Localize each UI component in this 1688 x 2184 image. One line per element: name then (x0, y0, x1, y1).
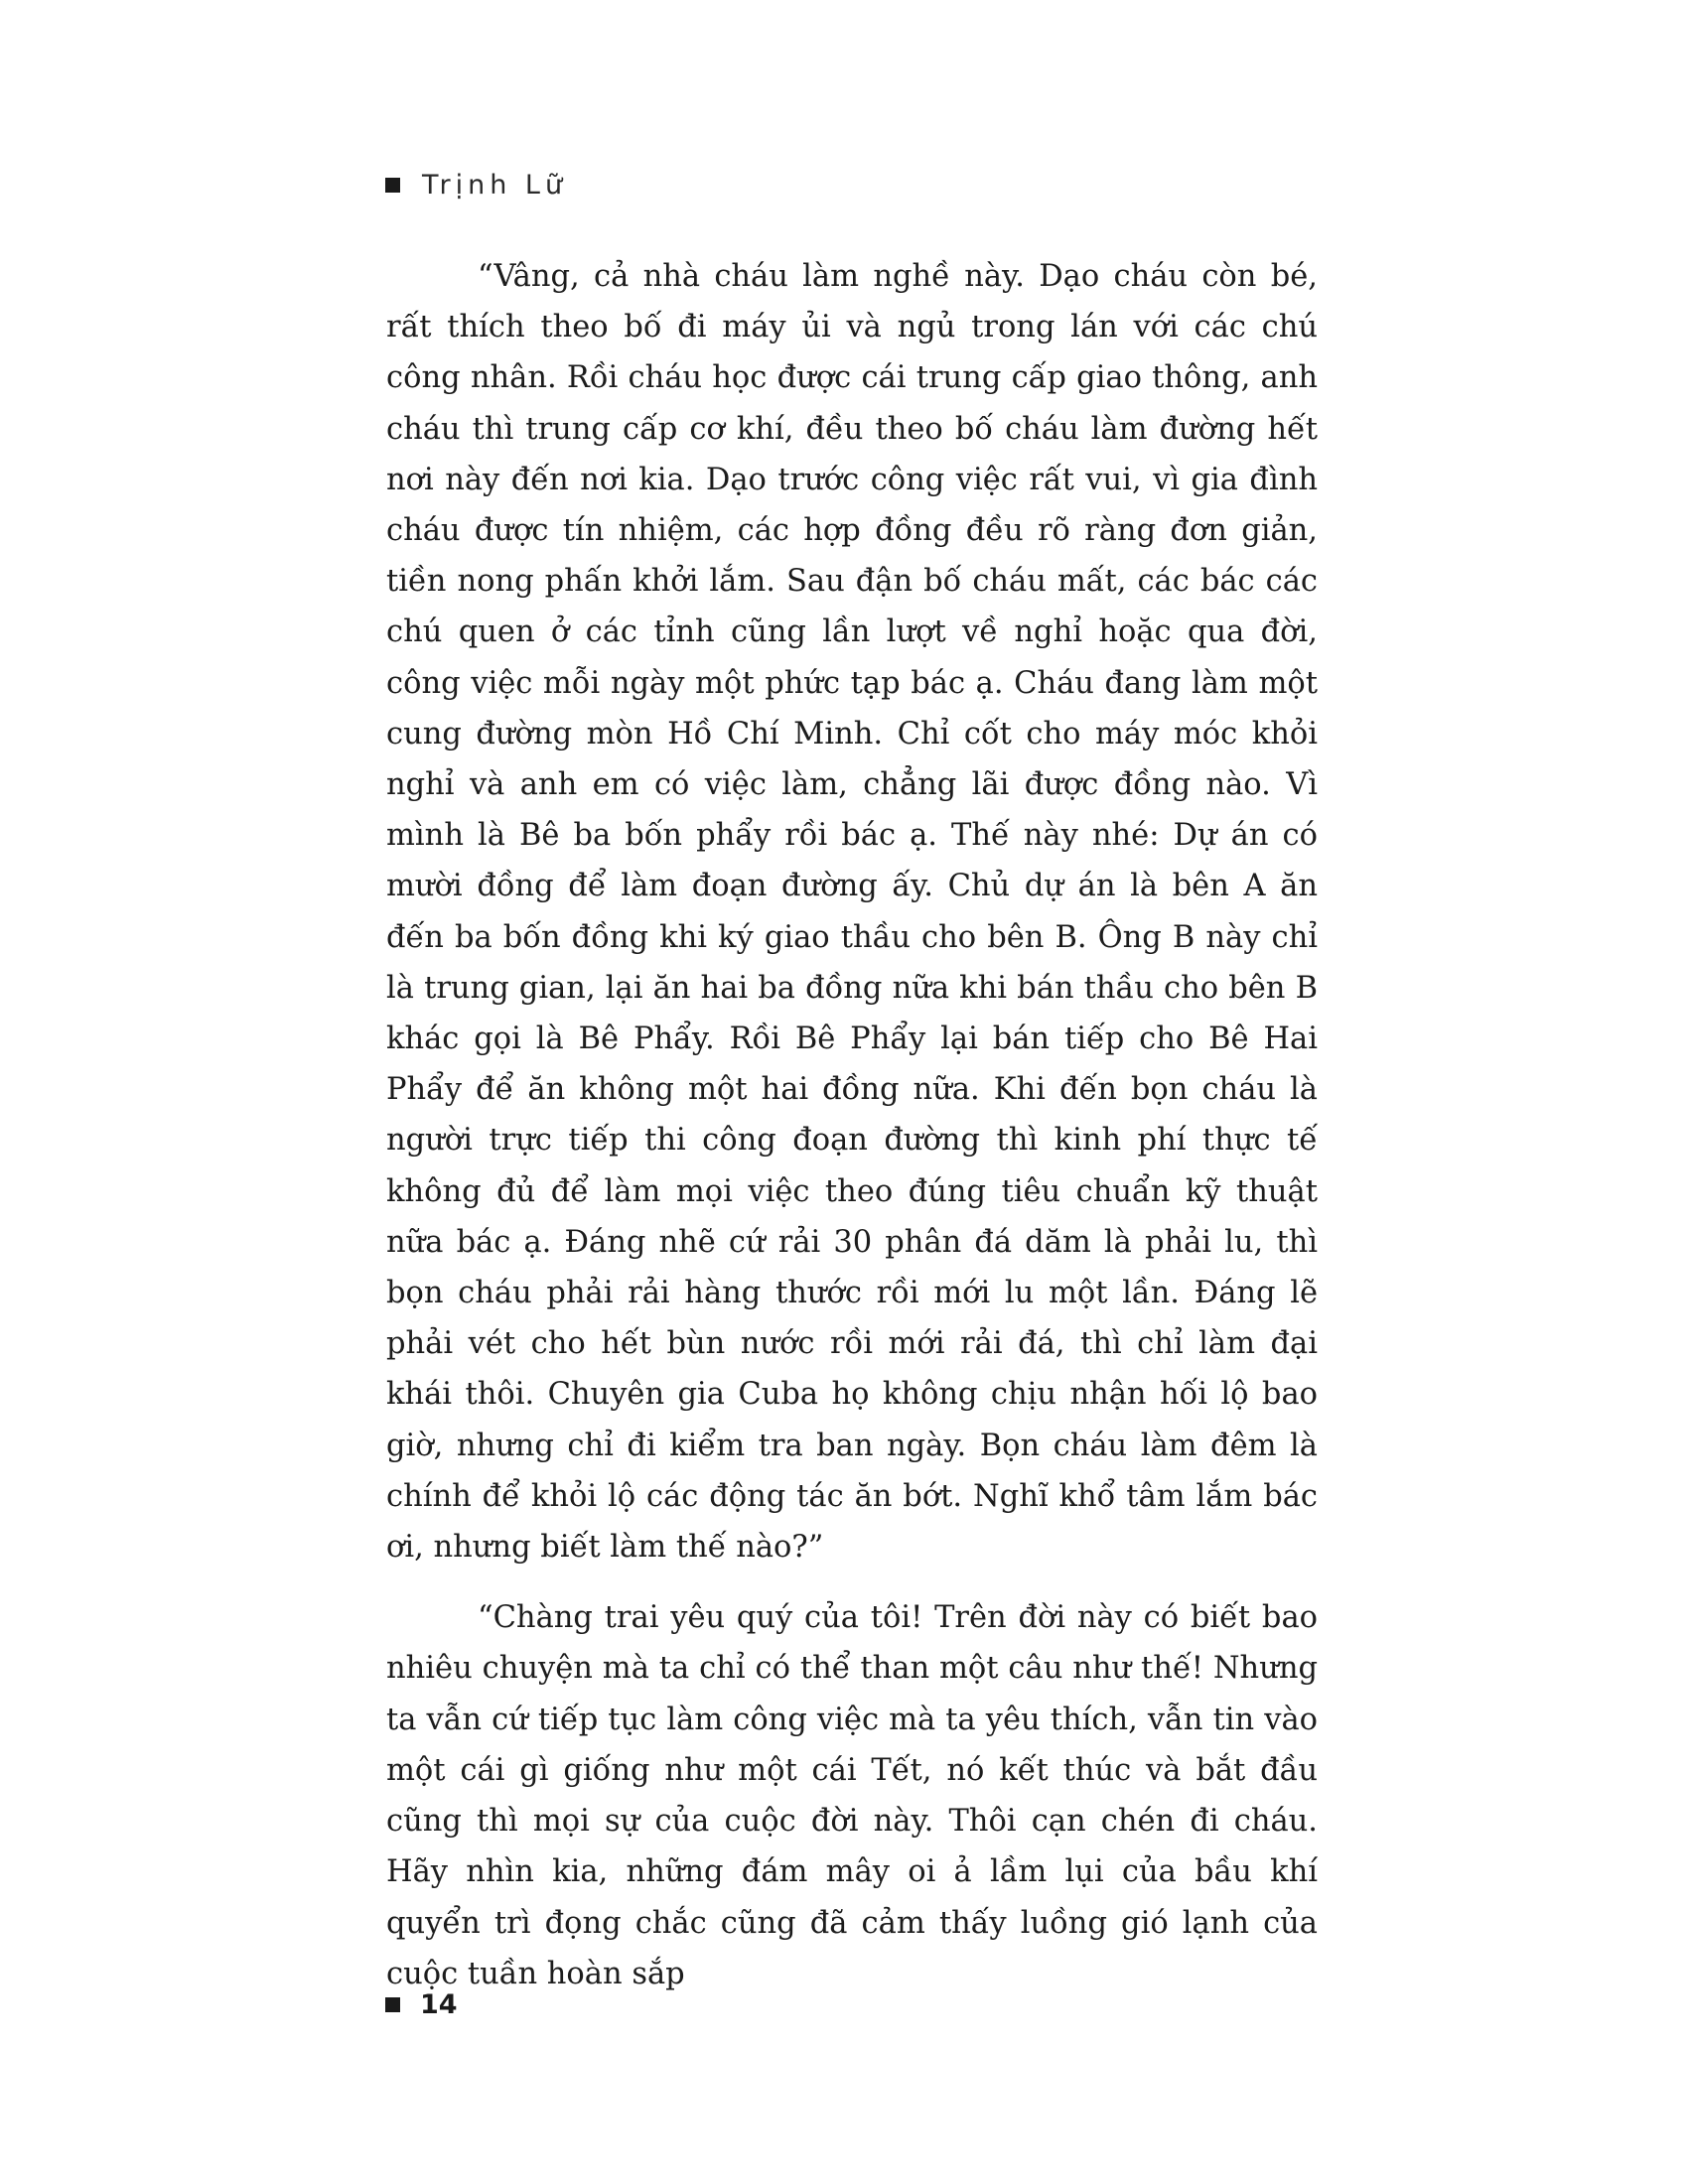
running-header (385, 165, 567, 205)
header-square-bullet (385, 178, 400, 193)
footer-square-bullet (385, 1997, 400, 2012)
page-footer (385, 1984, 458, 2024)
author-name: Trịnh Lữ (422, 169, 568, 201)
body-text (386, 251, 1318, 1999)
paragraph: “Chàng trai yêu quý của tôi! Trên đời này có biết bao nhiêu chuyện mà ta chỉ có thể than một câu như thế! Nhưng ta vẫn cứ tiếp tục làm công việc mà ta yêu thích, vẫn tin vào một cái gì giống như một cái Tết, nó kết thúc và bắt đầu cũng thì mọi sự của cuộc đời này. Thôi cạn chén đi cháu. Hãy nhìn kia, những đám mây oi ả lầm lụi của bầu khí quyển trì đọng chắc cũng đã cảm thấy luồng gió lạnh của cuộc tuần hoàn sắp (386, 1600, 1318, 1991)
paragraph: “Vâng, cả nhà cháu làm nghề này. Dạo cháu còn bé, rất thích theo bố đi máy ủi và ngủ trong lán với các chú công nhân. Rồi cháu học được cái trung cấp giao thông, anh cháu thì trung cấp cơ khí, đều theo bố cháu làm đường hết nơi này đến nơi kia. Dạo trước công việc rất vui, vì gia đình cháu được tín nhiệm, các hợp đồng đều rõ ràng đơn giản, tiền nong phấn khởi lắm. Sau đận bố cháu mất, các bác các chú quen ở các tỉnh cũng lần lượt về nghỉ hoặc qua đời, công việc mỗi ngày một phức tạp bác ạ. Cháu đang làm một cung đường mòn Hồ Chí Minh. Chỉ cốt cho máy móc khỏi nghỉ và anh em có việc làm, chẳng lãi được đồng nào. Vì mình là Bê ba bốn phẩy rồi bác ạ. Thế này nhé: Dự án có mười đồng để làm đoạn đường ấy. Chủ dự án là bên A ăn đến ba bốn đồng khi ký giao thầu cho bên B. Ông B này chỉ là trung gian, lại ăn hai ba đồng nữa khi bán thầu cho bên B khác gọi là Bê Phẩy. Rồi Bê Phẩy lại bán tiếp cho Bê Hai Phẩy để ăn không một hai đồng nữa. Khi đến bọn cháu là người trực tiếp thi công đoạn đường thì kinh phí thực tế không đủ để làm mọi việc theo đúng tiêu chuẩn kỹ thuật nữa bác ạ. Đáng nhẽ cứ rải 30 phân đá dăm là phải lu, thì bọn cháu phải rải hàng thước rồi mới lu một lần. Đáng lẽ phải vét cho hết bùn nước rồi mới rải đá, thì chỉ làm đại khái thôi. Chuyên gia Cuba họ không chịu nhận hối lộ bao giờ, nhưng chỉ đi kiểm tra ban ngày. Bọn cháu làm đêm là chính để khỏi lộ các động tác ăn bớt. Nghĩ khổ tâm lắm bác ơi, nhưng biết làm thế nào?” (386, 259, 1318, 1566)
page-number: 14 (420, 1988, 458, 2020)
